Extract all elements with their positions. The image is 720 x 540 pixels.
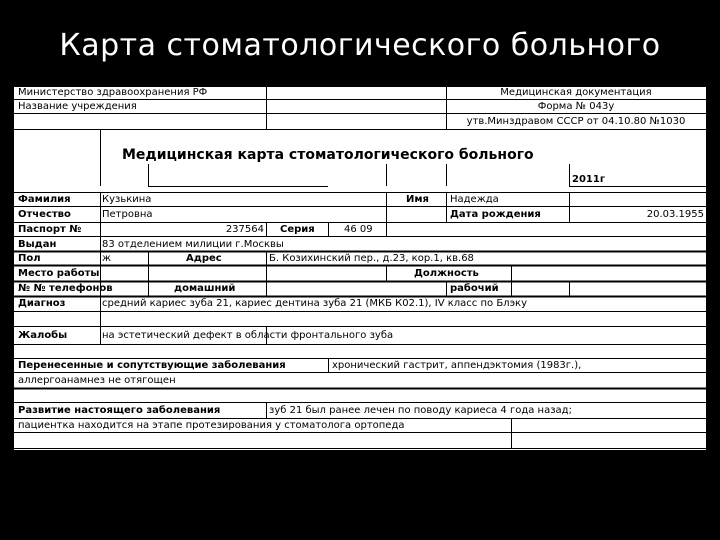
slide-title: Карта стоматологического больного [59,28,661,63]
work-phone-label: рабочий [450,283,499,294]
history-label: Развитие настоящего заболевания [18,405,221,416]
birth-value: 20.03.1955 [646,209,704,220]
sex-value: ж [102,253,112,264]
phones-label: № № телефонов [18,283,113,294]
patronymic-label: Отчество [18,209,71,220]
series-value: 46 09 [344,224,373,235]
diagnosis-label: Диагноз [18,298,66,309]
name-label: Имя [406,194,429,205]
doc-type: Медицинская документация [500,87,652,98]
complaints-value: на эстетический дефект в области фронтального зуба [102,330,394,341]
patronymic-value: Петровна [102,209,153,220]
address-label: Адрес [186,253,222,264]
address-value: Б. Козихинский пер., д.23, кор.1, кв.68 [269,253,474,264]
series-label: Серия [280,224,315,235]
passport-label: Паспорт № [18,224,82,235]
position-label: Должность [414,268,479,279]
home-phone-label: домашний [174,283,236,294]
approval-note: утв.Минздравом СССР от 04.10.80 №1030 [466,116,686,127]
name-value: Надежда [450,194,499,205]
diseases-value-2: аллергоанамнез не отягощен [18,375,176,386]
sex-label: Пол [18,253,41,264]
diseases-value-1: хронический гастрит, аппендэктомия (1983г.), [332,360,582,371]
ministry-label: Министерство здравоохранения РФ [18,87,208,98]
complaints-label: Жалобы [18,330,68,341]
diagnosis-value: средний кариес зуба 21, кариес дентина зуба 21 (МКБ К02.1), IV класс по Блэку [102,298,528,309]
surname-label: Фамилия [18,194,71,205]
diseases-label: Перенесенные и сопутствующие заболевания [18,360,286,371]
institution-label: Название учреждения [18,101,137,112]
issued-value: 83 отделением милиции г.Москвы [102,239,284,250]
medical-card-sheet [14,86,706,450]
passport-value: 237564 [225,224,264,235]
work-label: Место работы [18,268,100,279]
issued-label: Выдан [18,239,57,250]
history-value-1: зуб 21 был ранее лечен по поводу кариеса 4 года назад; [269,405,572,416]
history-value-2: пациентка находится на этапе протезирования у стоматолога ортопеда [18,420,405,431]
form-grid-lines [14,86,706,450]
form-number: Форма № 043у [537,101,615,112]
surname-value: Кузькина [102,194,152,205]
card-title: Медицинская карта стоматологического больного [122,147,534,163]
card-year: 2011г [572,174,606,185]
birth-label: Дата рождения [450,209,541,220]
